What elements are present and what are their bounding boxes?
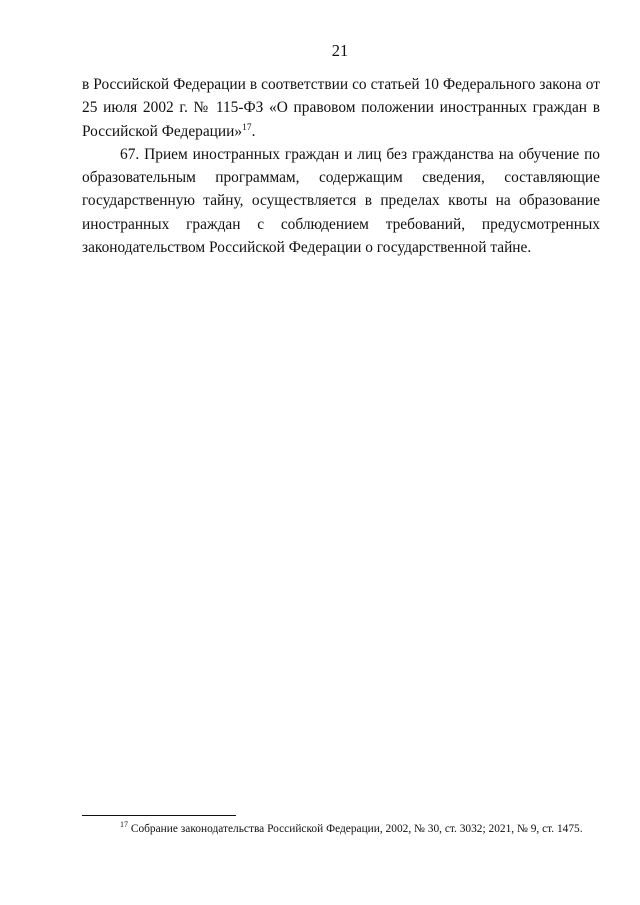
page-number: 21	[331, 41, 349, 60]
footnote-reference: 17	[242, 122, 252, 133]
paragraph-67: 67. Прием иностранных граждан и лиц без гражданства на обучение по образовательным программам, содержащим сведения, составляющие государственную тайну, осуществляется в пределах квоты на образование иностранных граждан с соблюдением требований, предусмотренных законодательством Российской Федерации о государственной тайне.	[82, 145, 600, 257]
footnote	[82, 820, 600, 839]
footnote-marker: 17	[120, 820, 128, 830]
footnote-separator	[82, 815, 236, 816]
paragraph-text: в Российской Федерации в соответствии со статьей 10 Федерального закона от 25 июля 2002 г. № 115-ФЗ «О правовом положении иностранных граждан в Российской Федерации»	[82, 76, 600, 140]
paragraph-punctuation: .	[251, 122, 256, 140]
body-text	[82, 73, 600, 259]
footnote-text: Собрание законодательства Российской Федерации, 2002, № 30, ст. 3032; 2021, № 9, ст. 1475.	[128, 823, 583, 835]
paragraph-continuation	[82, 73, 600, 143]
